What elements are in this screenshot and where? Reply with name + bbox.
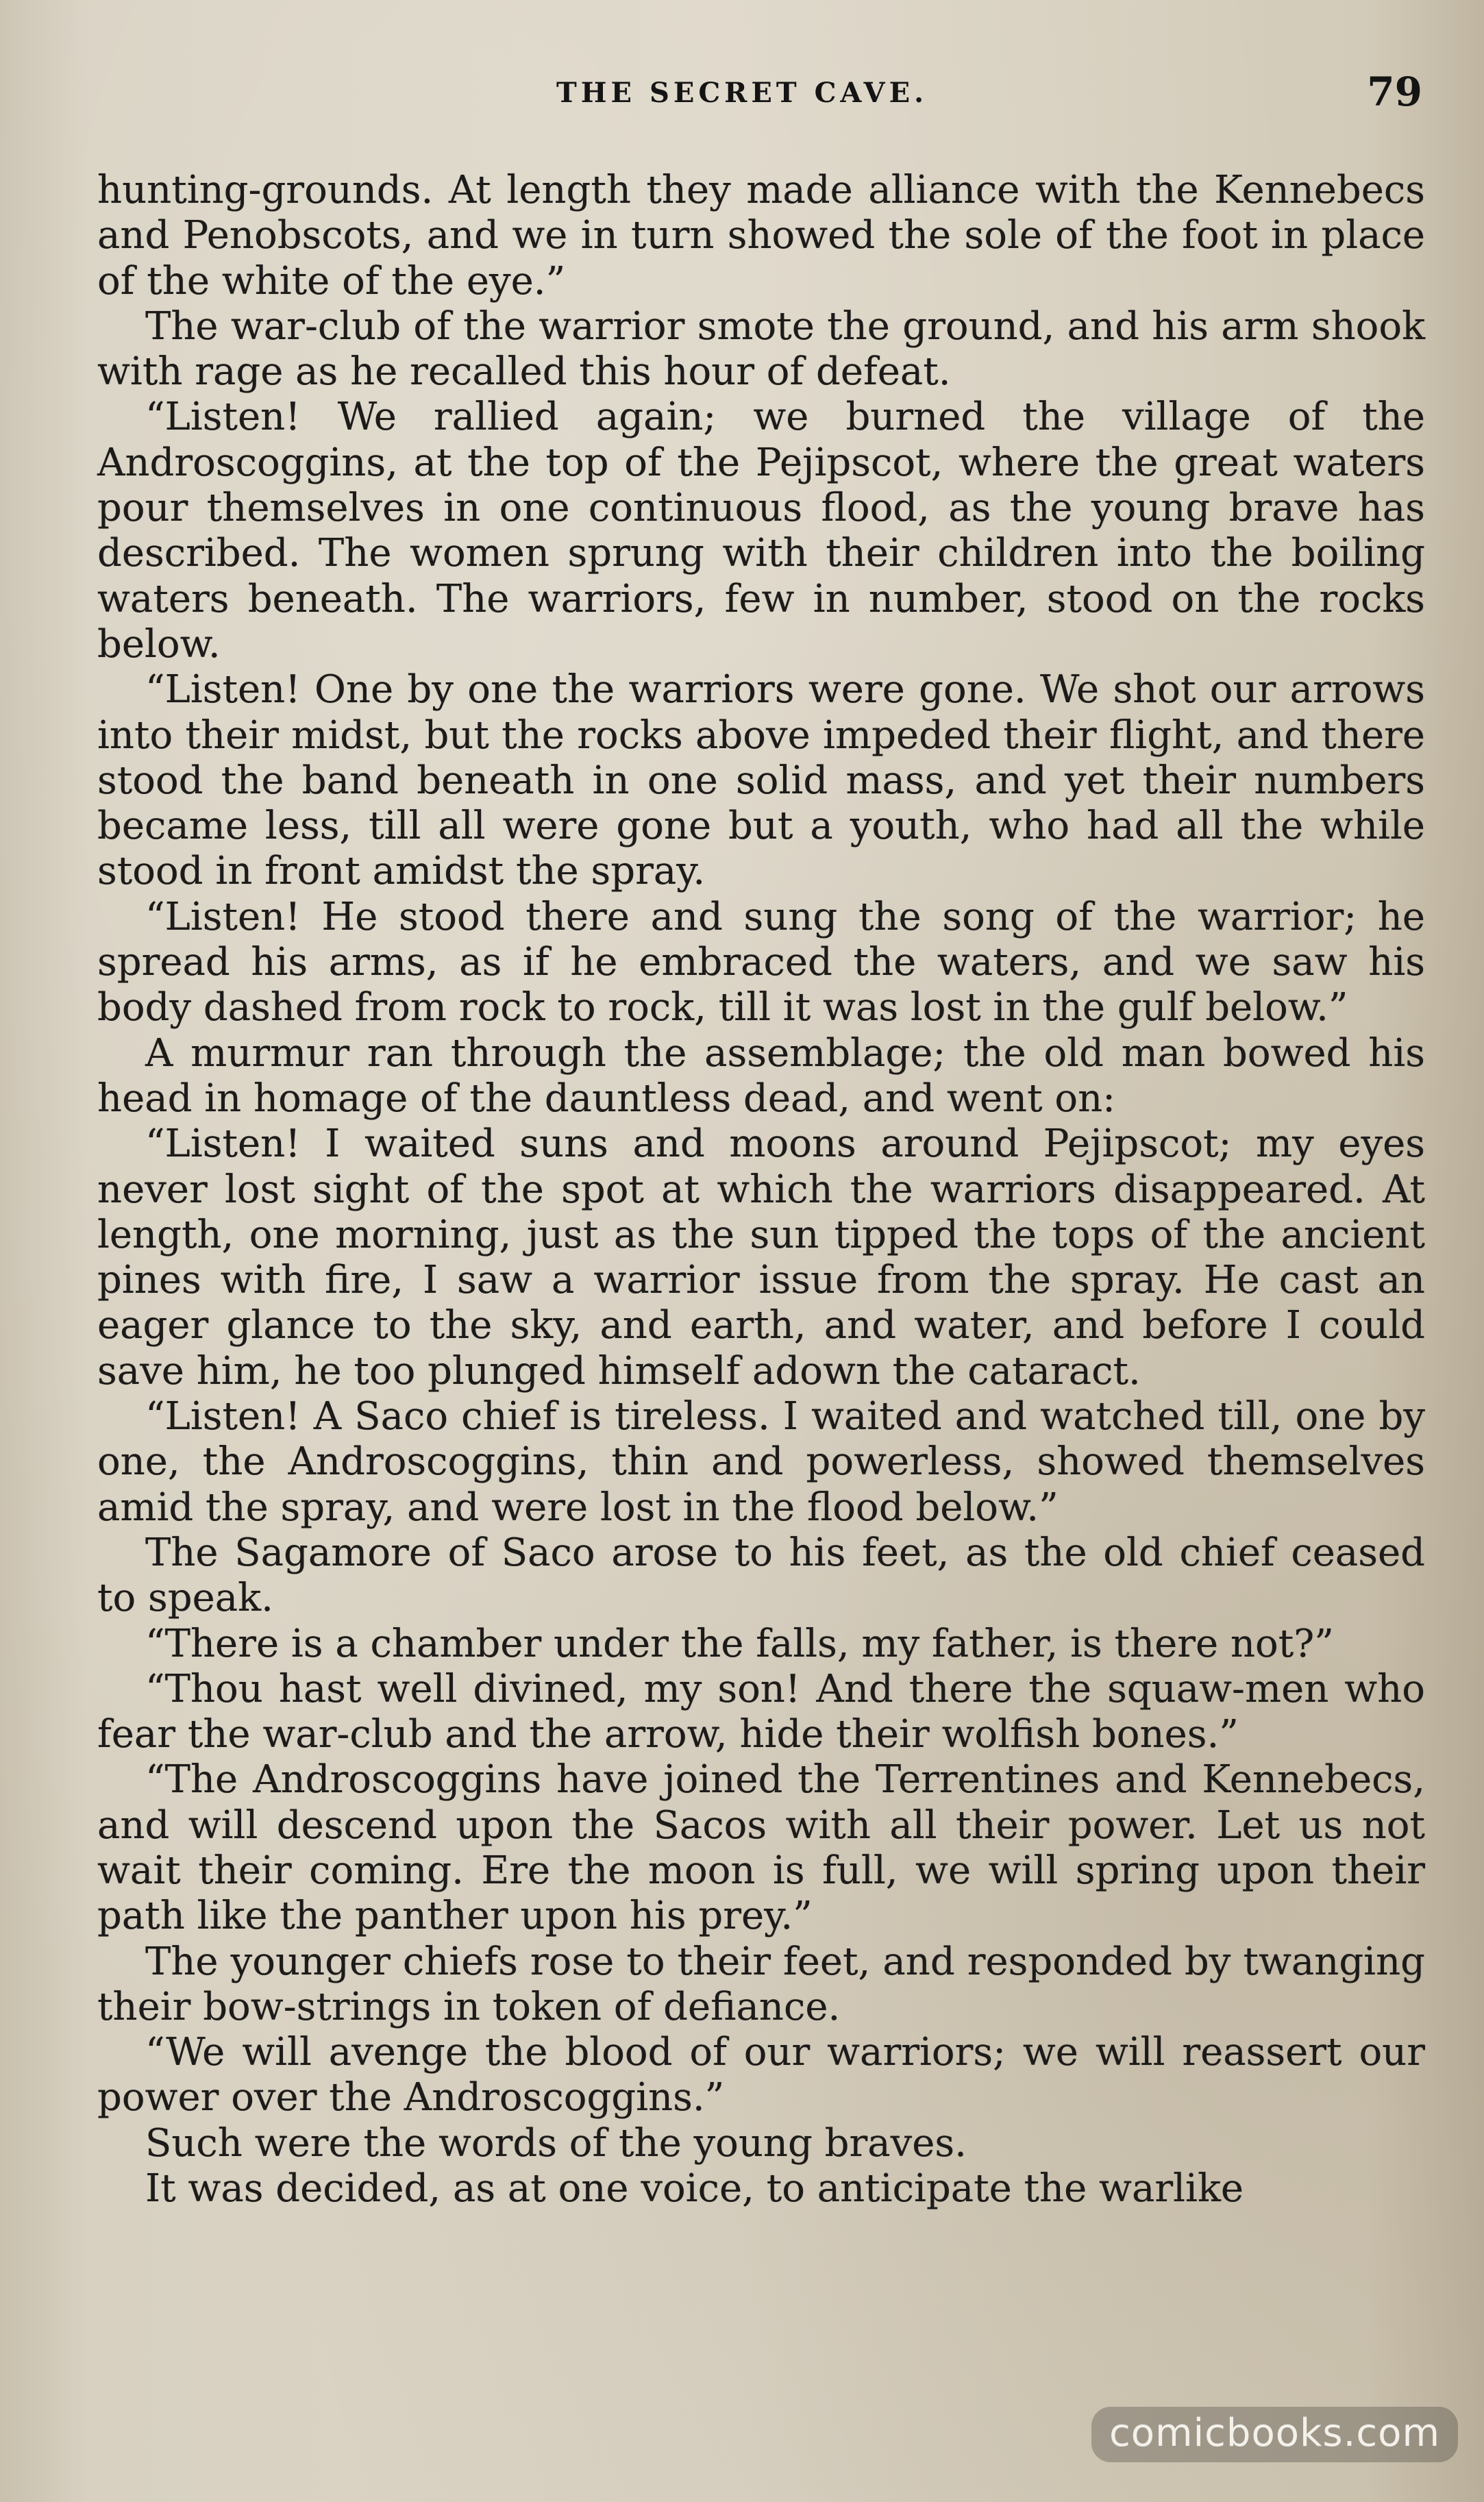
paragraph: Such were the words of the young braves. — [145, 2120, 967, 2166]
page-header — [0, 69, 1484, 123]
paragraph: The younger chiefs rose to their feet, and responded by twanging their bow-strings in token of defiance. — [97, 1939, 1425, 2029]
page-number: 79 — [1367, 69, 1422, 115]
watermark: comicbooks.com — [1091, 2407, 1458, 2462]
paragraph: “Listen! He stood there and sung the song of the warrior; he spread his arms, as if he embraced the waters, and we saw his body dashed from rock to rock, till it was lost in the gulf below.” — [97, 894, 1425, 1030]
running-title: THE SECRET CAVE. — [556, 77, 928, 109]
paragraph: hunting-grounds. At length they made alliance with the Kennebecs and Penobscots, and we in turn showed the sole of the foot in place of the white of the eye.” — [97, 168, 1425, 304]
paragraph: A murmur ran through the assemblage; the old man bowed his head in homage of the dauntless dead, and went on: — [97, 1030, 1425, 1121]
paragraph: The Sagamore of Saco arose to his feet, as the old chief ceased to speak. — [97, 1530, 1425, 1621]
paragraph: The war-club of the warrior smote the ground, and his arm shook with rage as he recalled this hour of defeat. — [97, 304, 1425, 395]
paragraph: “Listen! One by one the warriors were gone. We shot our arrows into their midst, but the rocks above impeded their flight, and there stood the band beneath in one solid mass, and yet their numbers became less, till all were gone but a youth, who had all the while stood in front amidst the spray. — [97, 667, 1425, 894]
body-text — [97, 168, 1425, 2212]
paragraph: “Listen! A Saco chief is tireless. I waited and watched till, one by one, the Androscoggins, thin and powerless, showed themselves amid the spray, and were lost in the flood below.” — [97, 1394, 1425, 1530]
paragraph: “Listen! I waited suns and moons around Pejipscot; my eyes never lost sight of the spot at which the warriors disappeared. At length, one morning, just as the sun tipped the tops of the ancient pines with fire, I saw a warrior issue from the spray. He cast an eager glance to the sky, and earth, and water, and before I could save him, he too plunged himself adown the cataract. — [97, 1122, 1425, 1394]
paragraph: It was decided, as at one voice, to anticipate the warlike — [145, 2166, 1244, 2212]
paragraph: “The Androscoggins have joined the Terrentines and Kennebecs, and will descend upon the Sacos with all their power. Let us not wait their coming. Ere the moon is full, we will spring upon their path like the panther upon his prey.” — [97, 1757, 1425, 1939]
paragraph: “There is a chamber under the falls, my father, is there not?” — [145, 1621, 1334, 1666]
paragraph: “Thou hast well divined, my son! And there the squaw-men who fear the war-club and the arrow, hide their wolfish bones.” — [97, 1666, 1425, 1757]
paragraph: “Listen! We rallied again; we burned the village of the Androscoggins, at the top of the Pejipscot, where the great waters pour themselves in one continuous flood, as the young brave has described. The women sprung with their children into the boiling waters beneath. The warriors, few in number, stood on the rocks below. — [97, 395, 1425, 667]
paragraph: “We will avenge the blood of our warriors; we will reassert our power over the Androscoggins.” — [97, 2030, 1425, 2120]
